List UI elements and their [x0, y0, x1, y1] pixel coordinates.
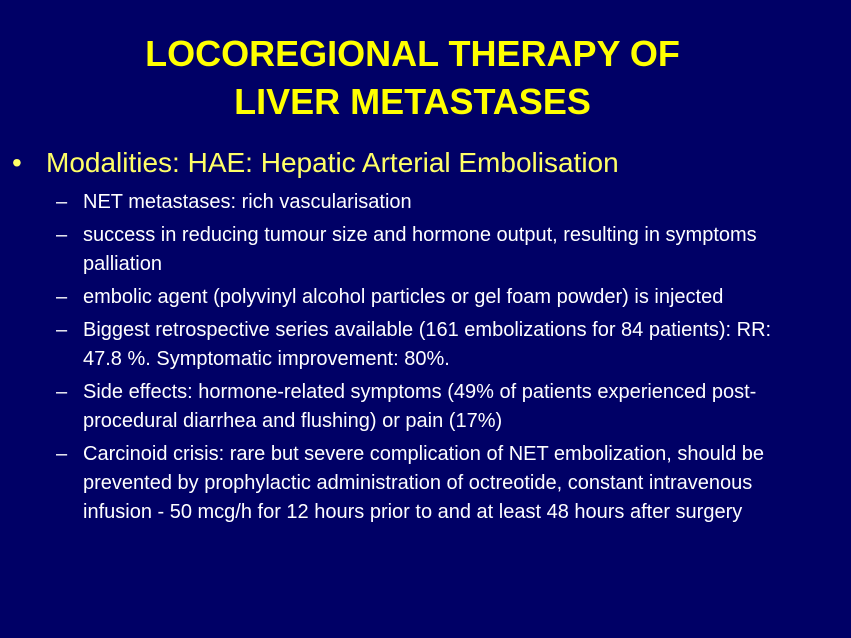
- sub-bullet-text: Side effects: hormone-related symptoms (49% of patients experienced post-procedural diarrhea and flushing) or pain (17%): [83, 381, 757, 432]
- slide-title: [0, 30, 825, 126]
- dash-icon: –: [56, 191, 68, 213]
- sub-bullet-list: [56, 188, 806, 531]
- dash-icon: –: [56, 286, 68, 308]
- sub-bullet: [56, 316, 806, 374]
- main-bullet-text: Modalities: HAE: Hepatic Arterial Embolisation: [46, 147, 619, 178]
- bullet-icon: •: [12, 147, 22, 178]
- dash-icon: –: [56, 319, 68, 341]
- sub-bullet-text: Carcinoid crisis: rare but severe complication of NET embolization, should be prevented by prophylactic administration of octreotide, constant intravenous infusion - 50 mcg/h for 12 hours prior to and at least 48 hours after surgery: [83, 443, 765, 523]
- title-line-1: LOCOREGIONAL THERAPY OF: [145, 33, 680, 74]
- sub-bullet: [56, 378, 806, 436]
- title-line-2: LIVER METASTASES: [234, 81, 591, 122]
- sub-bullet-text: NET metastases: rich vascularisation: [83, 191, 412, 213]
- dash-icon: –: [56, 381, 68, 403]
- dash-icon: –: [56, 224, 68, 246]
- sub-bullet-text: success in reducing tumour size and hormone output, resulting in symptoms palliation: [83, 224, 757, 275]
- sub-bullet: [56, 188, 806, 217]
- dash-icon: –: [56, 443, 68, 465]
- sub-bullet-text: Biggest retrospective series available (161 embolizations for 84 patients): RR: 47.8 %. Symptomatic improvement: 80%.: [83, 319, 772, 370]
- sub-bullet: [56, 221, 806, 279]
- sub-bullet: [56, 440, 806, 527]
- main-bullet: [12, 143, 832, 183]
- sub-bullet: [56, 283, 806, 312]
- sub-bullet-text: embolic agent (polyvinyl alcohol particles or gel foam powder) is injected: [83, 286, 724, 308]
